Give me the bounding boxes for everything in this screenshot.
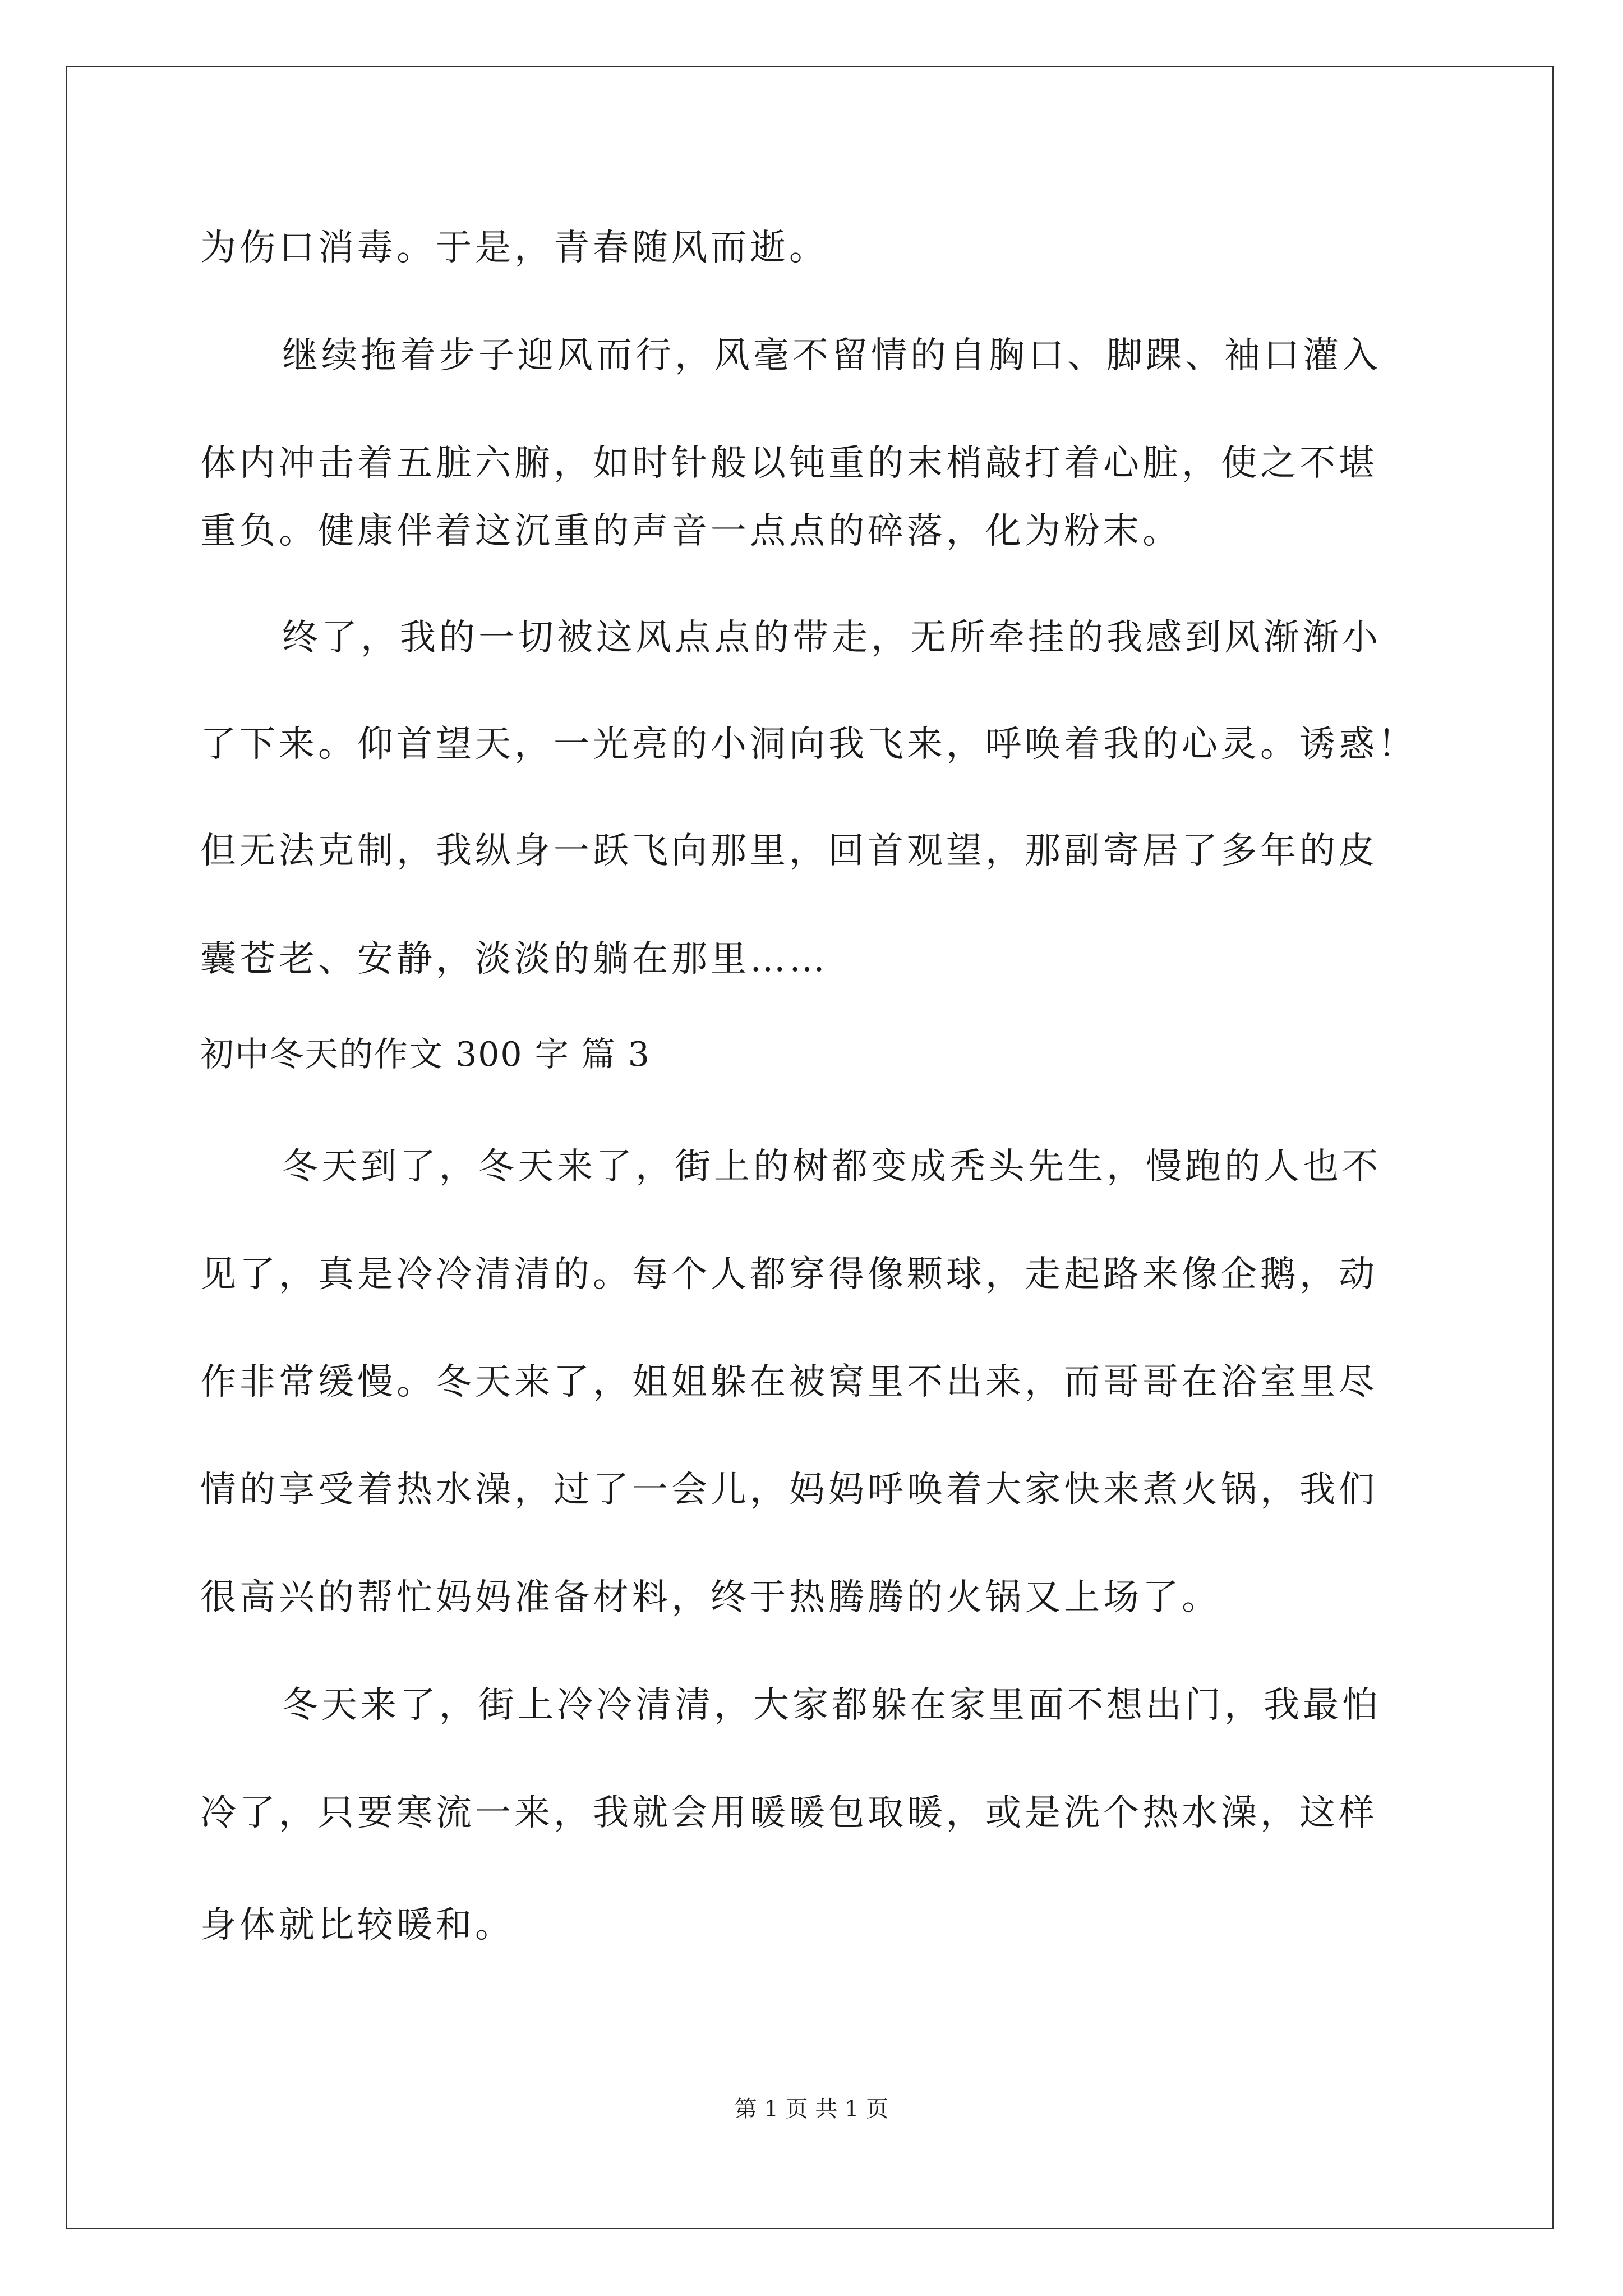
text-line: 重负。健康伴着这沉重的声音一点点的碎落，化为粉末。: [200, 510, 1182, 552]
text-line: 作非常缓慢。冬天来了，姐姐躲在被窝里不出来，而哥哥在浴室里尽: [200, 1361, 1378, 1403]
paragraph-first-line: 终了，我的一切被这风点点的带走，无所牵挂的我感到风渐渐小: [282, 617, 1381, 659]
text-line: 冷了，只要寒流一来，我就会用暖暖包取暖，或是洗个热水澡，这样: [200, 1792, 1378, 1834]
page-footer: 第 1 页 共 1 页: [734, 2096, 889, 2122]
text-line: 囊苍老、安静，淡淡的躺在那里……: [200, 938, 828, 980]
text-line: 但无法克制，我纵身一跃飞向那里，回首观望，那副寄居了多年的皮: [200, 830, 1378, 872]
paragraph-first-line: 冬天来了，街上冷冷清清，大家都躲在家里面不想出门，我最怕: [282, 1685, 1381, 1726]
text-line: 很高兴的帮忙妈妈准备材料，终于热腾腾的火锅又上场了。: [200, 1577, 1221, 1618]
text-line: 身体就比较暖和。: [200, 1904, 514, 1946]
text-line: 情的享受着热水澡，过了一会儿，妈妈呼唤着大家快来煮火锅，我们: [200, 1469, 1378, 1511]
paragraph-first-line: 冬天到了，冬天来了，街上的树都变成秃头先生，慢跑的人也不: [282, 1146, 1381, 1188]
text-line: 了下来。仰首望天，一光亮的小洞向我飞来，呼唤着我的心灵。诱惑！: [200, 724, 1417, 765]
text-line: 见了，真是冷冷清清的。每个人都穿得像颗球，走起路来像企鹅，动: [200, 1254, 1378, 1295]
text-line: 体内冲击着五脏六腑，如时针般以钝重的末梢敲打着心脏，使之不堪: [200, 443, 1378, 484]
text-line: 为伤口消毒。于是，青春随风而逝。: [200, 227, 828, 269]
section-heading: 初中冬天的作文 300 字 篇 3: [200, 1035, 651, 1074]
paragraph-first-line: 继续拖着步子迎风而行，风毫不留情的自胸口、脚踝、袖口灌入: [282, 335, 1381, 376]
